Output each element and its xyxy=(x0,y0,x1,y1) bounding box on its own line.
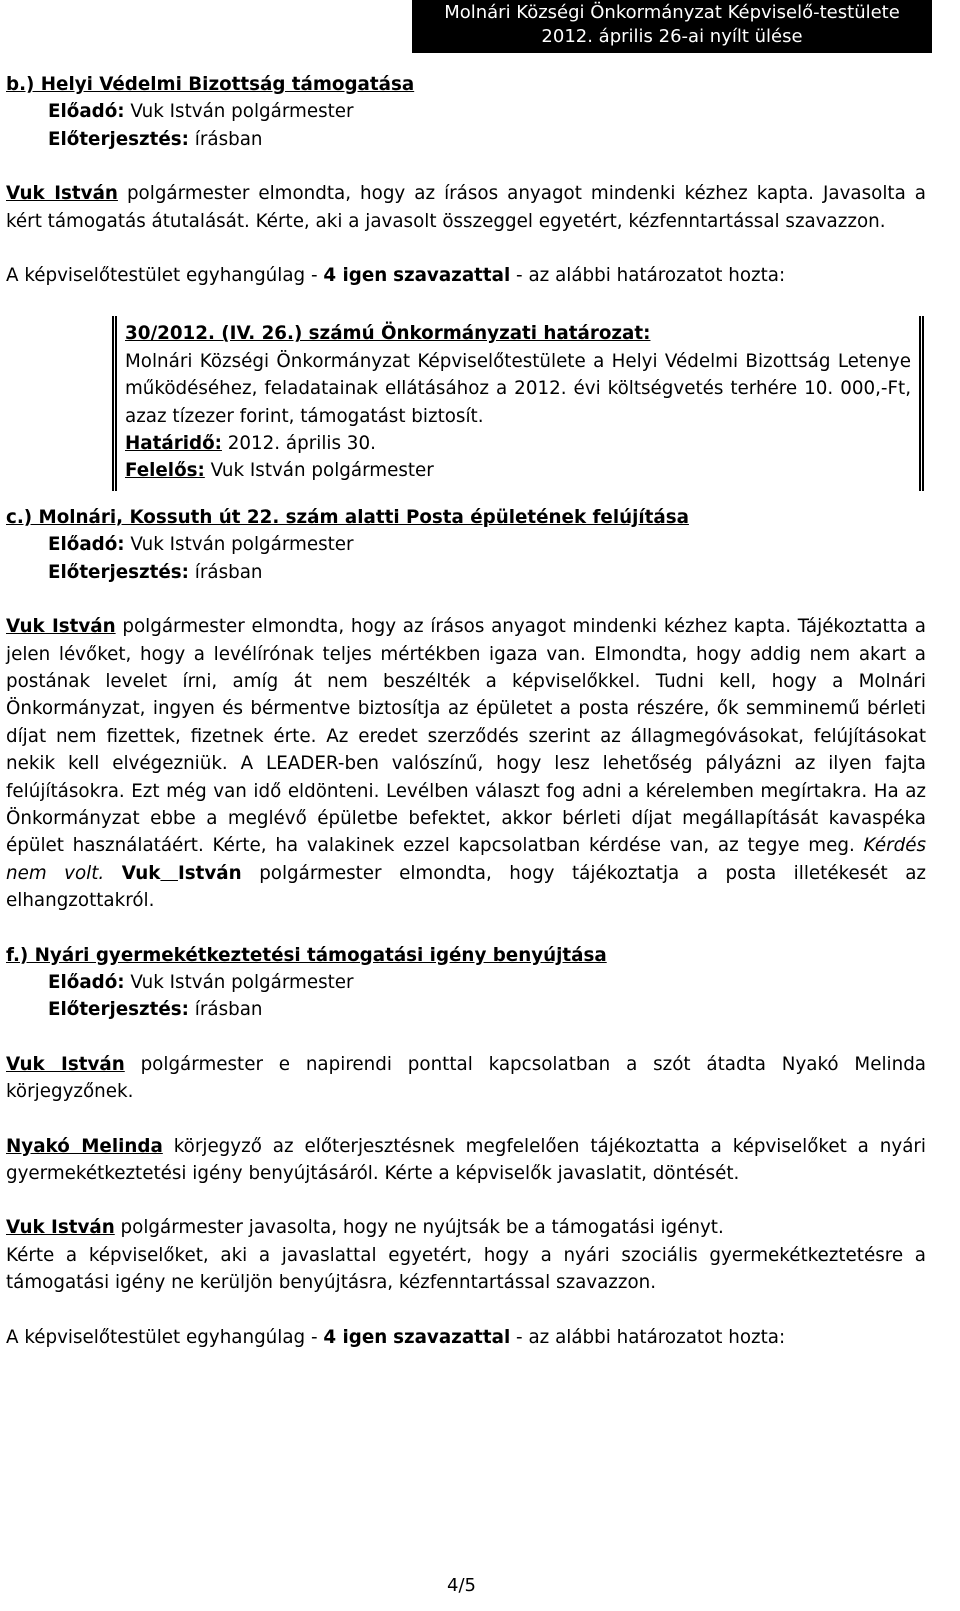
section-b-submission: Előterjesztés: írásban xyxy=(48,128,263,150)
section-f-title: f.) Nyári gyermekétkeztetési támogatási igény benyújtása xyxy=(6,944,607,966)
header-subtitle: 2012. április 26-ai nyílt ülése xyxy=(541,26,803,47)
section-c-paragraph: Vuk István polgármester elmondta, hogy az írásos anyagot mindenki kézhez kapta. Tájékoztatta a jelen lévőket, hogy a levélírónak teljes mértékben igaza van. Elmondta, hogy addig nem akart a postának levelet írni, amíg át nem beszélték a képviselőkkel. Tudni kell, hogy a Molnári Önkormányzat, ingyen és bérmentve biztosítja az épületet a posta részére, ők semminemű bérleti díjat nem fizettek, fizetnek érte. Az eredet szerződés szerint az állagmegóvásokat, felújításokat nekik kell elvégezniük. A LEADER-ben valószínű, hogy lesz lehetőség pályázni az ilyen fajta felújításokra. Ezt még van idő eldönteni. Levélben választ fog adni a kérelemben megírtakra. Ha az Önkormányzat ebbe a meglévő épületbe befektet, akkor bérleti díjat megállapítását kavaspéka épület használatáért. Kérte, ha valakinek ezzel kapcsolatban kérdése van, az tegye meg. Kérdés nem volt. Vuk István polgármester elmondta, hogy tájékoztatja a posta illetékesét az elhangzottakról. xyxy=(6,616,927,912)
section-b-paragraph: Vuk István polgármester elmondta, hogy az írásos anyagot mindenki kézhez kapta. Javasolta a kért támogatás átutalását. Kérte, aki a javasolt összeggel egyetért, kézfenntartással szavazzon. xyxy=(6,183,926,232)
section-f-paragraph-4: Kérte a képviselőket, aki a javaslattal egyetért, hogy a nyári szociális gyermekétkeztetésre a támogatási igény ne kerüljön benyújtásra, kézfenntartással szavazzon. xyxy=(6,1244,926,1294)
section-b-presenter: Előadó: Vuk István polgármester xyxy=(48,101,354,123)
header-title: Molnári Községi Önkormányzat Képviselő-testülete xyxy=(444,2,900,23)
section-f-presenter: Előadó: Vuk István polgármester xyxy=(48,971,354,993)
section-b-vote: A képviselőtestület egyhangúlag - 4 igen szavazattal - az alábbi határozatot hozta: xyxy=(6,265,786,287)
section-b-title: b.) Helyi Védelmi Bizottság támogatása xyxy=(6,74,415,95)
section-f-paragraph-2: Nyakó Melinda körjegyző az előterjesztésnek megfelelően tájékoztatta a képviselőket a nyári gyermekétkeztetési igény benyújtásáról. Kérte a képviselők javaslatit, döntését. xyxy=(6,1135,926,1184)
page-number: 4/5 xyxy=(447,1575,476,1596)
resolution-body: Molnári Községi Önkormányzat Képviselőtestülete a Helyi Védelmi Bizottság Letenye működéséhez, feladatainak ellátásához a 2012. évi költségvetés terhére 10. 000,-Ft, azaz tízezer forint, támogatást biztosít. xyxy=(125,350,911,427)
section-c-submission: Előterjesztés: írásban xyxy=(48,561,263,583)
resolution-responsible: Felelős: Vuk István polgármester xyxy=(125,460,434,482)
resolution-title: 30/2012. (IV. 26.) számú Önkormányzati határozat: xyxy=(125,323,651,345)
resolution-deadline: Határidő: 2012. április 30. xyxy=(125,433,376,455)
page-header xyxy=(412,0,932,53)
document-body xyxy=(6,71,926,1351)
section-f-vote: A képviselőtestület egyhangúlag - 4 igen szavazattal - az alábbi határozatot hozta: xyxy=(6,1326,786,1348)
section-f-paragraph-3: Vuk István polgármester javasolta, hogy ne nyújtsák be a támogatási igényt. xyxy=(6,1217,724,1239)
resolution-box xyxy=(112,316,924,490)
section-c-title: c.) Molnári, Kossuth út 22. szám alatti Posta épületének felújítása xyxy=(6,506,689,528)
section-c-presenter: Előadó: Vuk István polgármester xyxy=(48,534,354,556)
section-f-submission: Előterjesztés: írásban xyxy=(48,999,263,1021)
section-f-paragraph-1: Vuk István polgármester e napirendi ponttal kapcsolatban a szót átadta Nyakó Melinda körjegyzőnek. xyxy=(6,1053,927,1103)
